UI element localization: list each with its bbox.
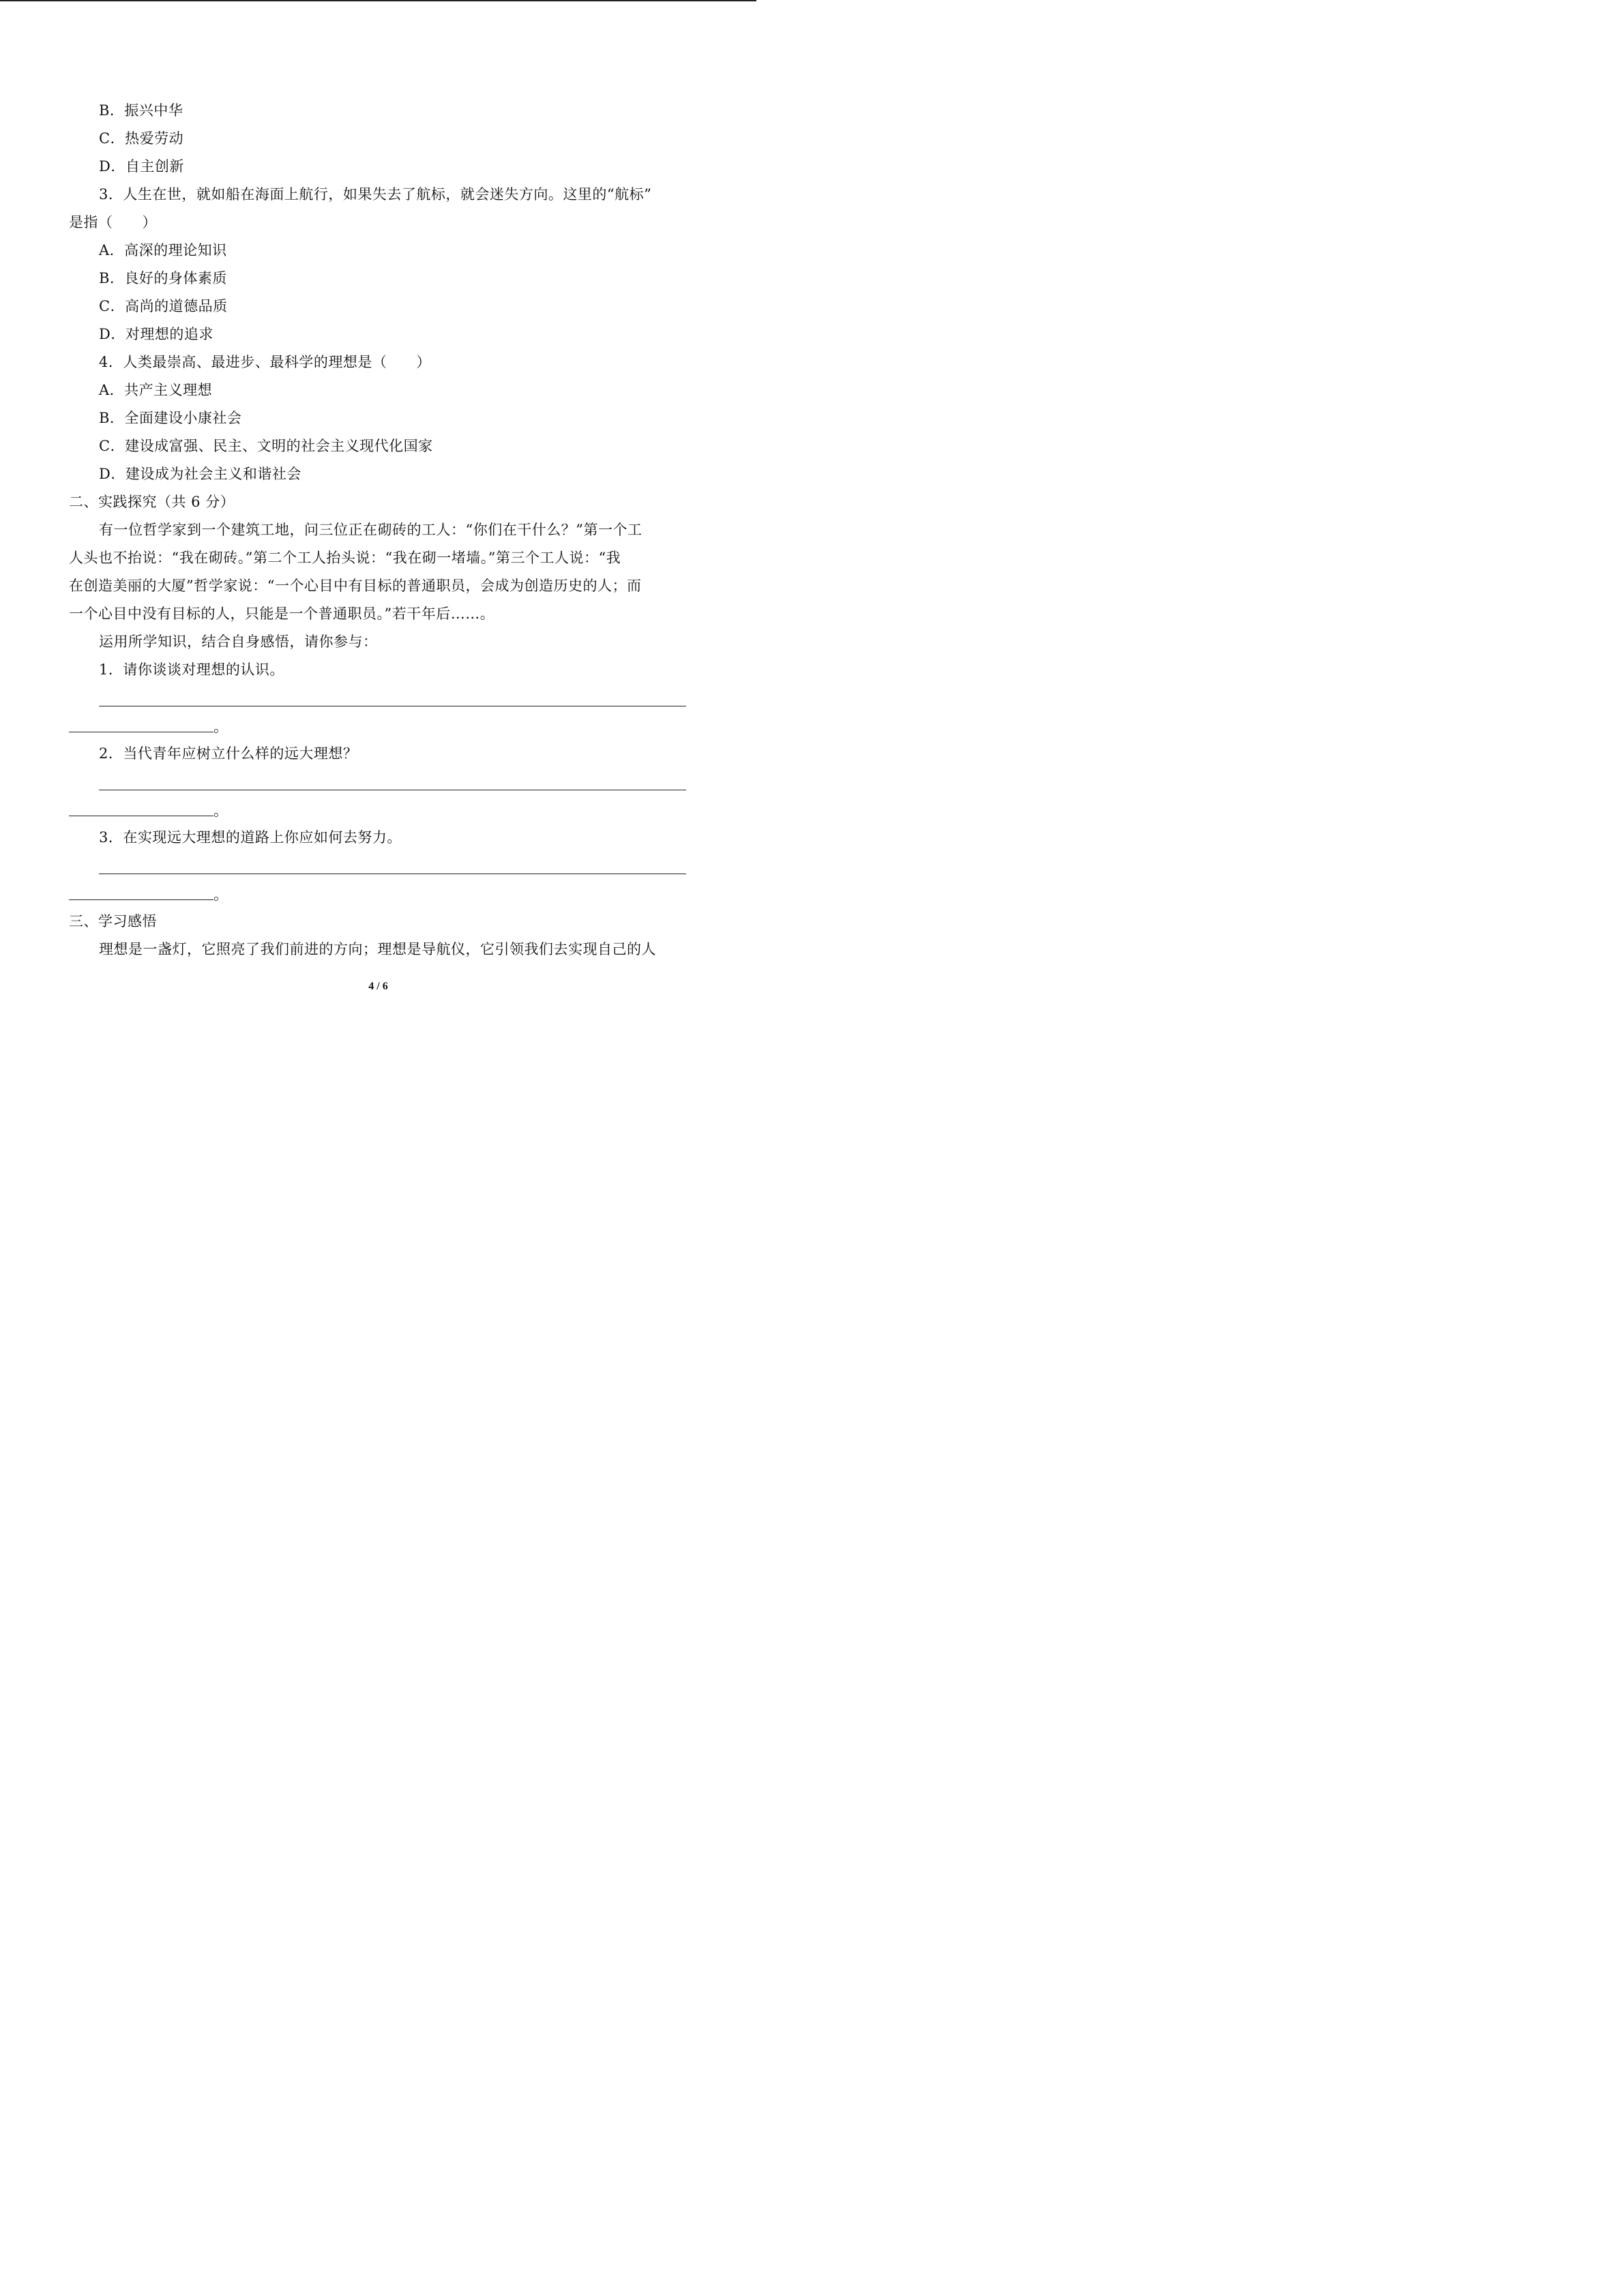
q3-stem-line2: 是指（ ） (69, 214, 157, 230)
passage-line-3: 在创造美丽的大厦”哲学家说：“一个心目中有目标的普通职员，会成为创造历史的人；而 (69, 578, 642, 594)
answer-line-3b[interactable] (69, 884, 228, 905)
q2-option-b: B．振兴中华 (99, 102, 183, 119)
section3-text: 理想是一盏灯，它照亮了我们前进的方向；理想是导航仪，它引领我们去实现自己的人 (99, 941, 656, 957)
q2-option-c: C．热爱劳动 (99, 130, 184, 147)
q4-option-c: C．建设成富强、民主、文明的社会主义现代化国家 (99, 438, 433, 454)
document-page (0, 0, 756, 1069)
section2-heading: 二、实践探究（共 6 分） (69, 494, 235, 510)
q3-option-b: B．良好的身体素质 (99, 270, 227, 286)
answer-end-mark: 。 (213, 886, 228, 903)
q3-option-d: D．对理想的追求 (99, 326, 213, 342)
sub-question-2: 2．当代青年应树立什么样的远大理想？ (99, 745, 358, 762)
q3-stem-line1: 3．人生在世，就如船在海面上航行，如果失去了航标，就会迷失方向。这里的“航标” (99, 186, 652, 203)
q4-stem: 4．人类最崇高、最进步、最科学的理想是（ ） (99, 354, 431, 370)
passage-line-4: 一个心目中没有目标的人，只能是一个普通职员。”若干年后……。 (69, 606, 495, 622)
sub-question-3: 3．在实现远大理想的道路上你应如何去努力。 (99, 829, 402, 846)
q3-option-a: A．高深的理论知识 (99, 242, 227, 258)
q4-option-b: B．全面建设小康社会 (99, 410, 242, 426)
q4-option-d: D．建设成为社会主义和谐社会 (99, 466, 301, 482)
q3-option-c: C．高尚的道德品质 (99, 298, 228, 314)
answer-line-2b[interactable] (69, 801, 228, 821)
page-number: 4 / 6 (368, 981, 388, 992)
sub-question-1: 1．请你谈谈对理想的认识。 (99, 661, 284, 678)
answer-underline (69, 899, 213, 900)
q2-option-d: D．自主创新 (99, 158, 184, 175)
passage-line-2: 人头也不抬说：“我在砌砖。”第二个工人抬头说：“我在砌一堵墙。”第三个工人说：“我 (69, 550, 621, 566)
q4-option-a: A．共产主义理想 (99, 382, 213, 398)
answer-line-1b[interactable] (69, 717, 228, 737)
answer-end-mark: 。 (213, 719, 228, 735)
section2-instruction: 运用所学知识，结合自身感悟，请你参与： (99, 633, 378, 650)
section3-heading: 三、学习感悟 (69, 913, 157, 929)
answer-end-mark: 。 (213, 803, 228, 819)
passage-line-1: 有一位哲学家到一个建筑工地，问三位正在砌砖的工人：“你们在干什么？”第一个工 (99, 522, 643, 538)
